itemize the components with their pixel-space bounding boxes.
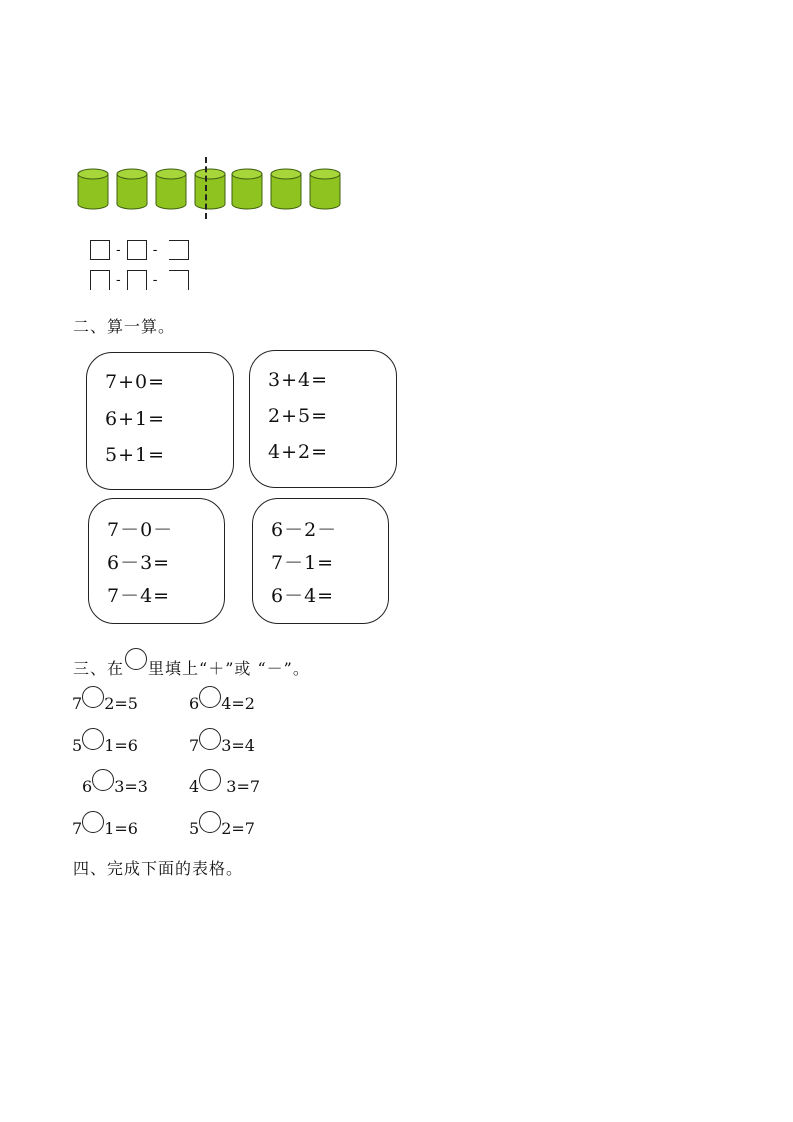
answer-box[interactable] — [90, 240, 110, 260]
equation: 5+1= — [105, 444, 166, 466]
cylinder-icon — [116, 168, 148, 210]
fill-item — [82, 773, 148, 799]
dashed-divider — [205, 157, 207, 219]
fill-item — [189, 815, 255, 841]
operand-b: 2=5 — [104, 693, 138, 713]
operand-b: 3=3 — [114, 776, 148, 796]
separator: - — [152, 242, 158, 258]
calc-box-subtraction-1 — [88, 498, 225, 624]
fill-item — [189, 732, 255, 758]
equation: 7－4= — [107, 585, 171, 607]
equation: 4+2= — [268, 441, 329, 463]
operand-a: 5 — [189, 818, 200, 838]
cylinder-icon — [309, 168, 341, 210]
answer-box-row-1 — [90, 240, 189, 260]
cylinder-icon — [155, 168, 187, 210]
equation: 6+1= — [105, 408, 166, 430]
operand-b: 3=7 — [221, 776, 261, 796]
heading-suffix: 里填上“＋”或 “－”。 — [148, 659, 310, 678]
calc-box-addition-1 — [86, 352, 234, 490]
equation: 7－1= — [271, 552, 335, 574]
cylinder-icon — [231, 168, 263, 210]
separator: - — [116, 272, 121, 288]
operator-circle[interactable] — [199, 728, 221, 750]
section-3-heading — [73, 648, 310, 679]
operand-b: 2=7 — [221, 818, 255, 838]
heading-prefix: 三、在 — [73, 659, 125, 678]
circle-icon — [125, 648, 147, 670]
calc-box-addition-2 — [249, 350, 397, 488]
operand-a: 6 — [189, 693, 200, 713]
operand-b: 1=6 — [104, 818, 138, 838]
operator-circle[interactable] — [92, 769, 114, 791]
equation: 6－2－ — [271, 519, 338, 541]
equation: 3+4= — [268, 369, 329, 391]
answer-box[interactable] — [90, 270, 110, 290]
operand-b: 1=6 — [104, 735, 138, 755]
separator: - — [116, 242, 121, 258]
equation: 2+5= — [268, 405, 329, 427]
equation: 6－4= — [271, 585, 335, 607]
separator: - — [152, 272, 158, 288]
operand-a: 6 — [82, 776, 93, 796]
calc-box-subtraction-2 — [252, 498, 389, 624]
answer-box[interactable] — [169, 240, 189, 260]
fill-item — [72, 690, 138, 716]
cylinder-icon — [77, 168, 109, 210]
answer-box[interactable] — [127, 270, 147, 290]
operand-b: 3=4 — [221, 735, 255, 755]
operand-a: 7 — [72, 693, 83, 713]
operand-b: 4=2 — [221, 693, 255, 713]
equation: 7+0= — [105, 371, 166, 393]
operator-circle[interactable] — [82, 686, 104, 708]
left-cylinder-group — [77, 168, 233, 216]
answer-box[interactable] — [127, 240, 147, 260]
answer-box[interactable] — [169, 270, 189, 290]
operand-a: 4 — [189, 776, 200, 796]
operator-circle[interactable] — [82, 811, 104, 833]
section-4-heading: 四、完成下面的表格。 — [73, 859, 244, 878]
cylinder-icon — [270, 168, 302, 210]
section-2-heading: 二、算一算。 — [73, 317, 176, 336]
equation: 7－0－ — [107, 519, 174, 541]
fill-item — [189, 773, 260, 799]
operator-circle[interactable] — [199, 811, 221, 833]
operand-a: 5 — [72, 735, 83, 755]
fill-item — [189, 690, 255, 716]
fill-item — [72, 732, 138, 758]
operator-circle[interactable] — [199, 686, 221, 708]
operand-a: 7 — [72, 818, 83, 838]
operator-circle[interactable] — [82, 728, 104, 750]
operand-a: 7 — [189, 735, 200, 755]
fill-item — [72, 815, 138, 841]
operator-circle[interactable] — [199, 769, 221, 791]
right-cylinder-group — [231, 168, 348, 216]
equation: 6－3= — [107, 552, 171, 574]
cylinder-icon — [194, 168, 226, 210]
answer-box-row-2 — [90, 270, 189, 290]
